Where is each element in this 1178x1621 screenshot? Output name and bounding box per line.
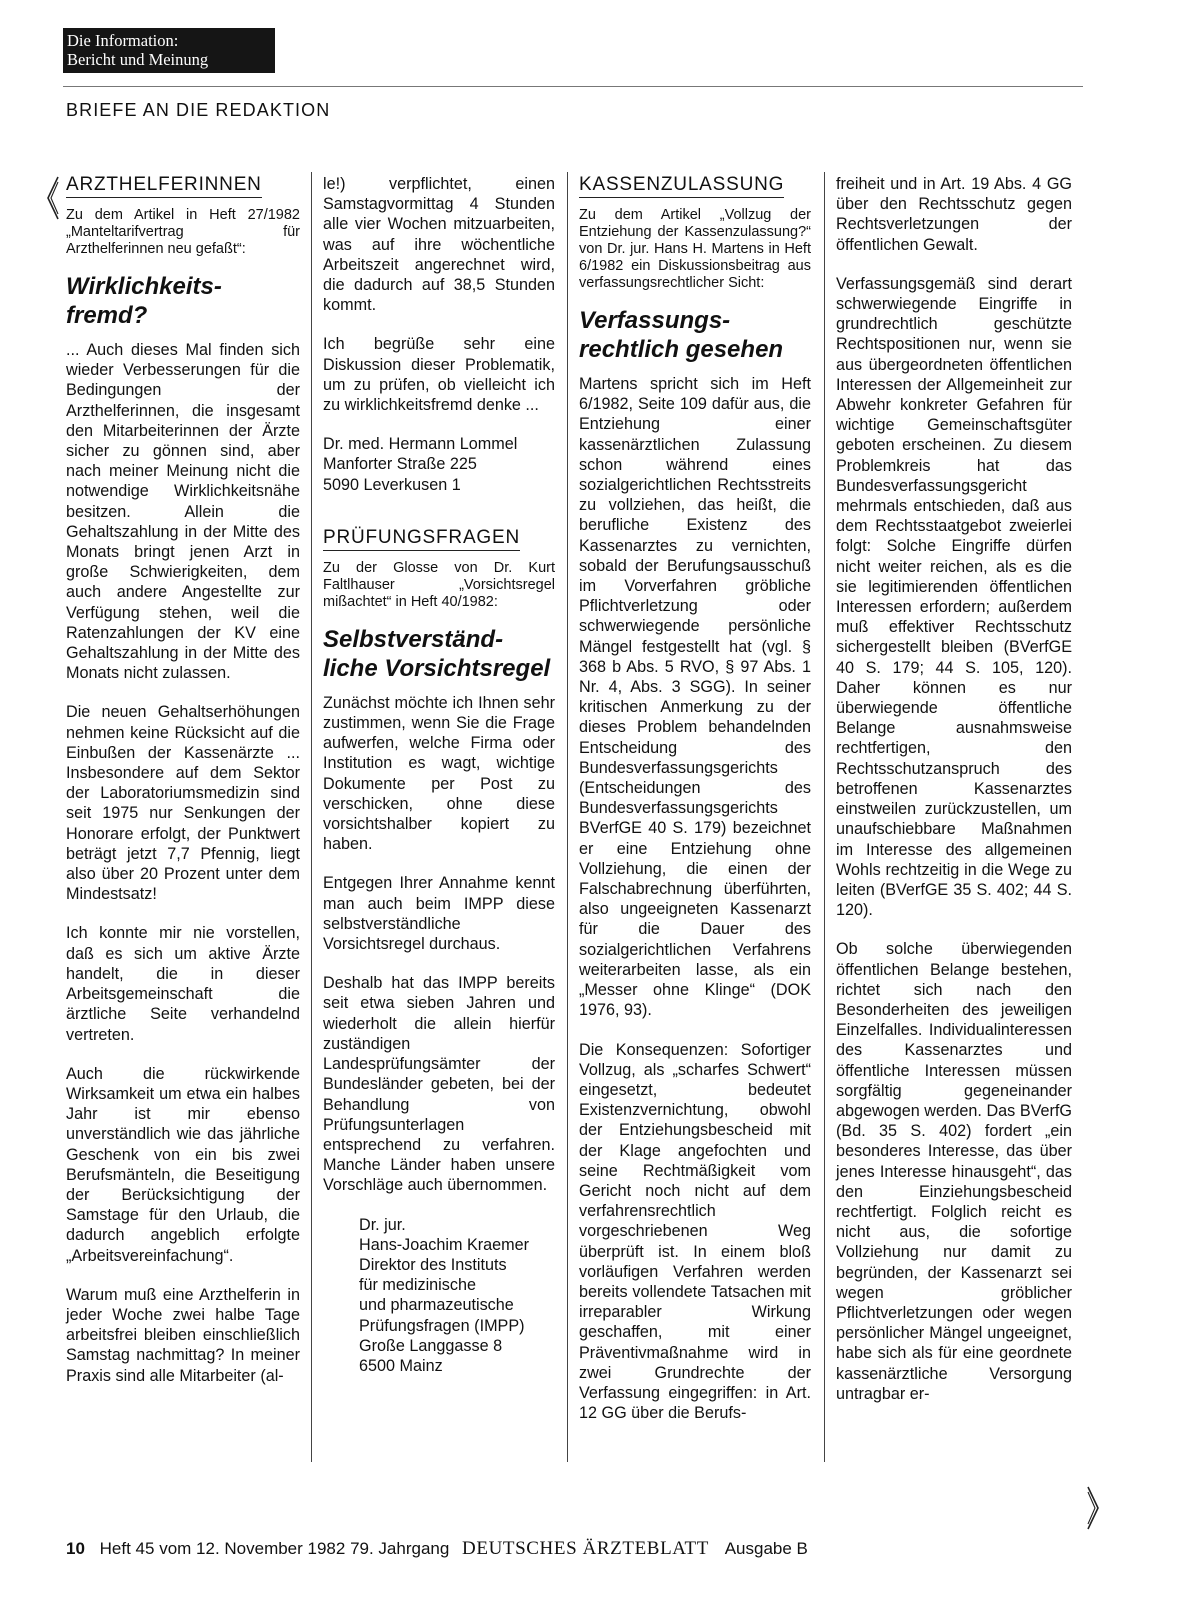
intro-arzthelferinnen: Zu dem Artikel in Heft 27/1982 „Manteltarifvertrag für Arzthelferinnen neu gefaßt“: bbox=[66, 207, 300, 257]
column-divider bbox=[824, 172, 825, 1462]
paragraph: Deshalb hat das IMPP bereits seit etwa sieben Jahren und wiederholt die allein hierfür zuständigen Landesprüfungsämter der Bundesländer gebeten, bei der Behandlung von Prüfungsunterlagen entsprechend zu verfahren. Manche Länder haben unsere Vorschläge auch übernommen. bbox=[323, 974, 555, 1195]
intro-pruefungsfragen: Zu der Glosse von Dr. Kurt Faltlhauser „Vorsichtsregel mißachtet“ in Heft 40/1982: bbox=[323, 559, 555, 610]
headline-vorsichtsregel: Selbstverständ-liche Vorsichtsregel bbox=[323, 625, 551, 682]
paragraph: le!) verpflichtet, einen Samstagvormittag 4 Stunden alle vier Wochen mitzuarbeiten, was auf ihre wöchentliche Arbeitszeit angerechnet wird, die dadurch auf 38,5 Stunden kommt. bbox=[323, 175, 555, 315]
column-divider bbox=[311, 172, 312, 1462]
signature-line: Dr. jur. bbox=[359, 1215, 406, 1234]
edition-label: Ausgabe B bbox=[724, 1539, 808, 1558]
column-1 bbox=[66, 174, 300, 1405]
paragraph: Die neuen Gehaltserhöhungen nehmen keine Rücksicht auf die Einbußen der Kassenärzte ... Insbesondere auf dem Sektor der Laboratoriumsmedizin sind seit 1975 nur Senkungen der Honorare erfolgt, der Punktwert beträgt jetzt 7,7 Pfennig, liegt also über 20 Prozent unter dem Mindestsatz! bbox=[66, 703, 300, 904]
signature-line: Hans-Joachim Kraemer bbox=[359, 1235, 530, 1254]
signature-kraemer bbox=[323, 1215, 555, 1377]
column-4 bbox=[836, 174, 1072, 1423]
section-label bbox=[63, 28, 275, 73]
paragraph: Ich konnte mir nie vorstellen, daß es sich um aktive Ärzte handelt, die in dieser Arbeitsgemeinschaft die ärztliche Seite verhandelnd vertreten. bbox=[66, 924, 300, 1044]
page-title: BRIEFE AN DIE REDAKTION bbox=[66, 100, 331, 120]
headline-verfassungsrechtlich: Verfassungs-rechtlich gesehen bbox=[579, 307, 784, 363]
topic-arzthelferinnen: ARZTHELFERINNEN bbox=[66, 174, 262, 198]
paragraph: Warum muß eine Arzthelferin in jeder Woche zwei halbe Tage arbeitsfrei bleiben einschließlich Samstag nachmittag? In meiner Praxis sind alle Mitarbeiter (al- bbox=[66, 1285, 300, 1385]
column-3 bbox=[579, 174, 811, 1442]
signature-lommel bbox=[323, 434, 555, 495]
paragraph: Verfassungsgemäß sind derart schwerwiegende Eingriffe in grundrechtlich geschützte Rechtspositionen nur, wenn sie aus übergeordneten öffentlichen Interessen der Allgemeinheit zur Abwehr konkreter Gefahren für wichtige Gemeinschaftsgüter geboten erscheinen. Zu diesem Problemkreis hat das Bundesverfassungsgericht mehrmals entschieden, daß aus dem Rechtsstaatgebot zweierlei folgt: Solche Eingriffe dürfen nicht weiter reichen, als es die sie legitimierenden öffentlichen Interessen erfordern; außerdem muß effektiver Rechtsschutz sichergestellt bleiben (BVerfGE 40 S. 179; 44 S. 105, 120). Daher können es nur überwiegende öffentliche Belange ausnahmsweise rechtfertigen, den Rechtsschutzanspruch des betroffenen Kassenarztes einstweilen zurückzustellen, um unaufschiebbare Maßnahmen im Interesse des allgemeinen Wohls rechtzeitig in die Wege zu leiten (BVerfGE 35 S. 402; 44 S. 120). bbox=[836, 274, 1072, 920]
signature-line: Direktor des Instituts bbox=[359, 1255, 507, 1274]
signature-line: 6500 Mainz bbox=[359, 1356, 443, 1375]
paragraph: Ob solche überwiegenden öffentlichen Belange bestehen, richtet sich nach den Besonderheiten des jeweiligen Einzelfalles. Individualinteressen des Kassenarztes und öffentliche Interessen müssen sorgfältig gegeneinander abgewogen werden. Das BVerfG (Bd. 35 S. 402) fordert „ein besonderes Interesse, das über jenes Interesse hinausgeht“, das den Einziehungsbescheid rechtfertigt. Folglich reicht es nicht aus, die sofortige Vollziehung nur damit zu begründen, der Kassenarzt sei wegen gröblicher Pflichtverletzungen oder wegen persönlicher Mängel ungeeignet, habe sich als für eine geordnete kassenärztliche Versorgung untragbar er- bbox=[836, 940, 1072, 1403]
paragraph: Zunächst möchte ich Ihnen sehr zustimmen, wenn Sie die Frage aufwerfen, welche Firma oder Institution es wagt, wichtige Dokumente per Post zu verschicken, ohne diese vorsichtshalber kopiert zu haben. bbox=[323, 693, 555, 854]
paragraph: Ich begrüße sehr eine Diskussion dieser Problematik, um zu prüfen, ob vielleicht ich zu wirklichkeitsfremd denke ... bbox=[323, 335, 555, 415]
section-label-line1: Die Information: bbox=[67, 31, 179, 50]
intro-kassenzulassung: Zu dem Artikel „Vollzug der Entziehung der Kassenzulassung?“ von Dr. jur. Hans H. Martens in Heft 6/1982 ein Diskussionsbeitrag aus verfassungsrechtlicher Sicht: bbox=[579, 207, 811, 291]
signature-line: für medizinische bbox=[359, 1276, 476, 1295]
issue-info: Heft 45 vom 12. November 1982 79. Jahrgang bbox=[99, 1539, 450, 1558]
journal-name: DEUTSCHES ÄRZTEBLATT bbox=[462, 1538, 709, 1559]
signature-line: und pharmazeutische bbox=[359, 1296, 514, 1315]
column-divider bbox=[567, 172, 568, 1462]
signature-line: 5090 Leverkusen 1 bbox=[323, 475, 461, 494]
signature-line: Prüfungsfragen (IMPP) bbox=[359, 1316, 525, 1335]
continuation-left-icon bbox=[46, 176, 60, 220]
section-label-line2: Bericht und Meinung bbox=[67, 50, 209, 69]
signature-line: Große Langgasse 8 bbox=[359, 1336, 503, 1355]
paragraph: freiheit und in Art. 19 Abs. 4 GG über den Rechtsschutz gegen Rechtsverletzungen der öffentlichen Gewalt. bbox=[836, 175, 1072, 254]
column-2 bbox=[323, 174, 555, 1392]
header-rule bbox=[63, 86, 1083, 87]
page-footer bbox=[66, 1538, 808, 1560]
paragraph: Auch die rückwirkende Wirksamkeit um etwa ein halbes Jahr ist mir ebenso unverständlich wie das jährliche Geschenk von ein bis zwei Berufsmänteln, die Beseitigung der Berücksichtigung der Samstage für den Urlaub, die dadurch angeblich erfolgte „Arbeitsvereinfachung“. bbox=[66, 1064, 300, 1265]
signature-line: Manforter Straße 225 bbox=[323, 455, 477, 474]
page-number: 10 bbox=[66, 1539, 85, 1558]
paragraph: Martens spricht sich im Heft 6/1982, Seite 109 dafür aus, die Entziehung einer kassenärztlichen Zulassung schon während eines sozialgerichtlichen Rechtsstreits zu vollziehen, das heißt, die berufliche Existenz des Kassenarztes zu vernichten, sobald der Berufungsausschuß im Vorverfahren gröbliche Pflichtverletzung oder schwerwiegende persönliche Mängel festgestellt hat (vgl. § 368 b Abs. 5 RVO, § 97 Abs. 1 Nr. 4, Abs. 3 SGG). In seiner kritischen Anmerkung zu der dieses Problem behandelnden Entscheidung des Bundesverfassungsgerichts (Entscheidungen des Bundesverfassungsgerichts BVerfGE 40 S. 179) bezeichnet er eine Entziehung ohne Vollziehung, die einen der Falschabrechnung überführten, also ungeeigneten Kassenarzt für die Dauer des sozialgerichtlichen Verfahrens weiterarbeiten lasse, als ein „Messer ohne Klinge“ (DOK 1976, 93). bbox=[579, 375, 811, 1020]
paragraph: Entgegen Ihrer Annahme kennt man auch beim IMPP diese selbstverständliche Vorsichtsregel durchaus. bbox=[323, 874, 555, 954]
headline-wirklichkeitsfremd: Wirklichkeits-fremd? bbox=[66, 273, 222, 329]
topic-pruefungsfragen: PRÜFUNGSFRAGEN bbox=[323, 527, 520, 551]
topic-kassenzulassung: KASSENZULASSUNG bbox=[579, 174, 784, 198]
paragraph: ... Auch dieses Mal finden sich wieder Verbesserungen für die Bedingungen der Arzthelferinnen, die insgesamt den Mitarbeiterinnen der Ärzte sicher zu gönnen sind, aber nach meiner Meinung nicht die notwendige Wirklichkeitsnähe besitzen. Allein die Gehaltszahlung in der Mitte des Monats bringt jenen Arzt in große Schwierigkeiten, dem auch andere Angestellte zur Verfügung stehen, weil die Ratenzahlungen der KV eine Gehaltszahlung in der Mitte des Monats nicht zulassen. bbox=[66, 341, 300, 683]
signature-line: Dr. med. Hermann Lommel bbox=[323, 435, 518, 454]
paragraph: Die Konsequenzen: Sofortiger Vollzug, als „scharfes Schwert“ eingesetzt, bedeutet Existenzvernichtung, obwohl der Entziehungsbescheid mit der Klage angefochten und seine Rechtmäßigkeit vom Gericht noch nicht auf dem verfahrensrechtlich vorgeschriebenen Weg überprüft ist. In einem bloß vorläufigen Verfahren werden bereits vollendete Tatsachen mit irreparabler Wirkung geschaffen, mit einer Präventivmaßnahme wird in zwei Grundrechte der Verfassung eingegriffen: in Art. 12 GG über die Berufs- bbox=[579, 1040, 811, 1423]
continuation-right-icon bbox=[1086, 1486, 1100, 1530]
